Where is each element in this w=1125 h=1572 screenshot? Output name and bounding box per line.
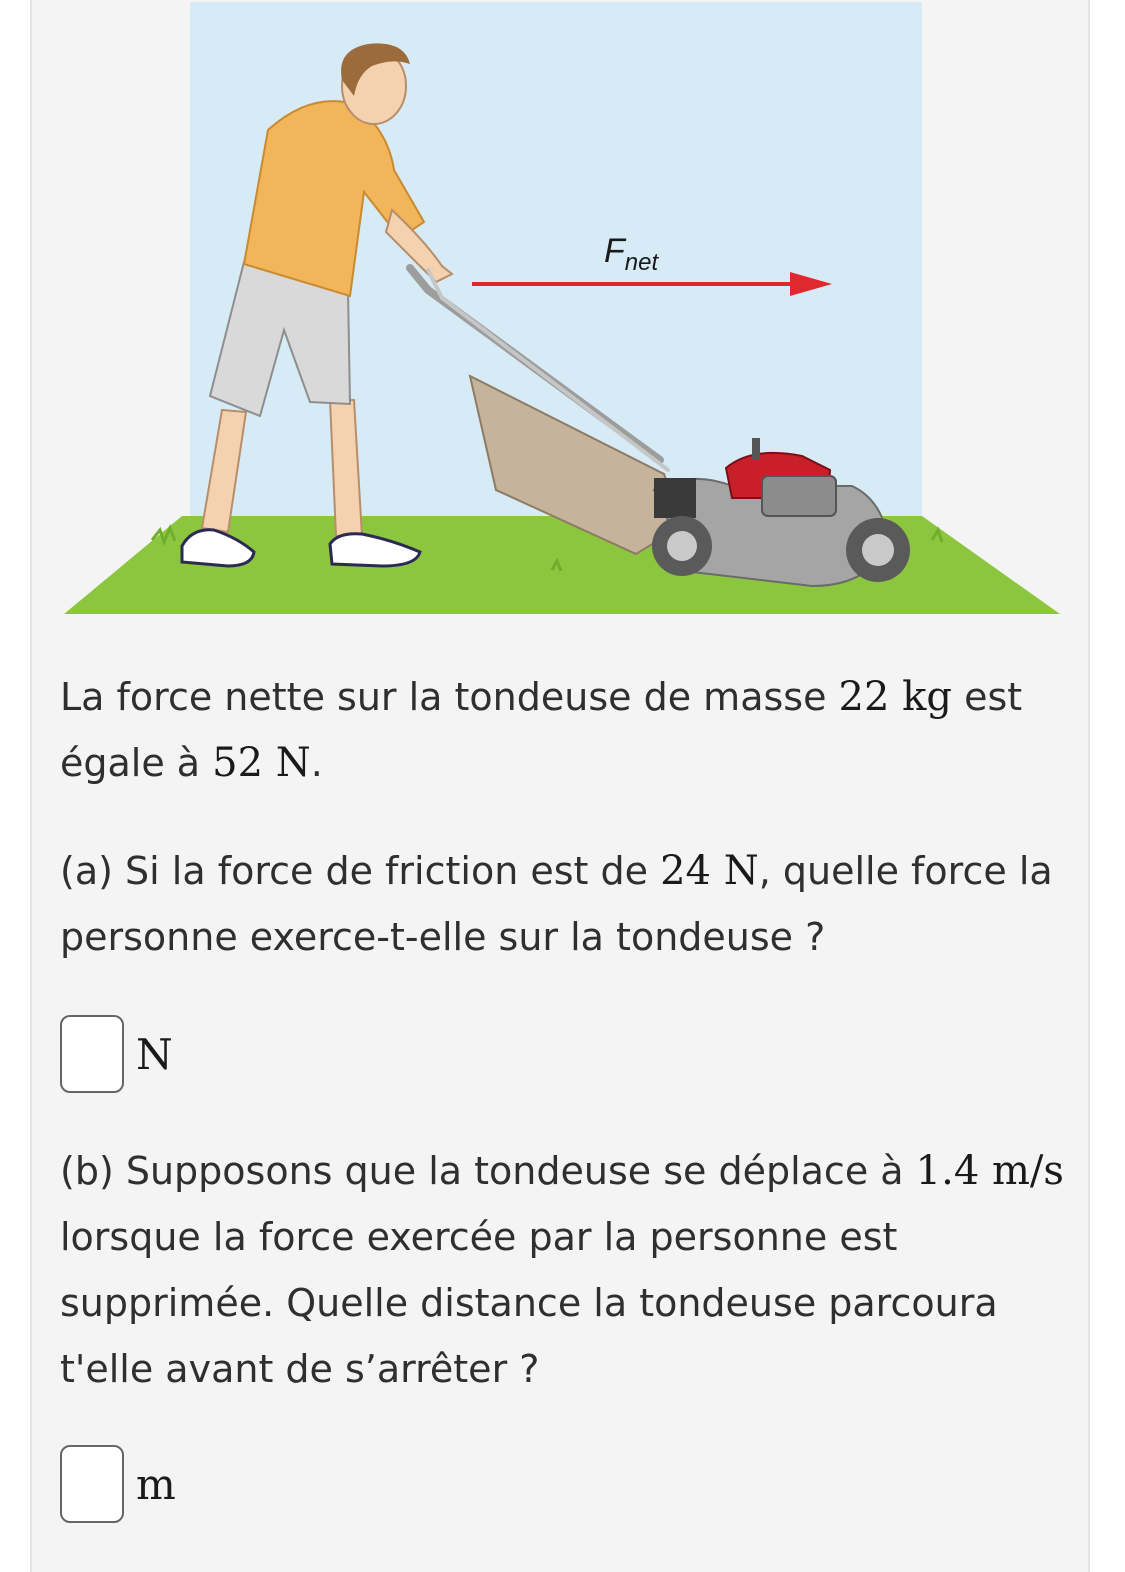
force-label <box>604 232 658 277</box>
lawnmower-illustration <box>32 0 1092 622</box>
force-label-main: F <box>604 232 625 270</box>
mass-value: 22 kg <box>838 674 953 720</box>
net-force-value: 52 N <box>212 740 311 786</box>
part-a-text-end: , quelle force la personne exerce-t-elle sur la tondeuse ? <box>60 849 1053 959</box>
part-a-answer-row <box>60 1012 173 1096</box>
part-b-text-end: lorsque la force exercée par la personne est supprimée. Quelle distance la tondeuse parcoura t'elle avant de s’arrêter ? <box>60 1215 998 1391</box>
part-b-unit: m <box>136 1459 176 1509</box>
speed-value: 1.4 m/s <box>915 1148 1064 1194</box>
problem-intro <box>60 664 1070 796</box>
intro-text-mid: est égale à <box>60 675 1023 785</box>
lawnmower-figure <box>32 0 1092 622</box>
part-b-answer-row <box>60 1442 176 1526</box>
problem-card <box>30 0 1090 1572</box>
part-a-text: (a) Si la force de friction est de <box>60 849 661 893</box>
part-a-answer-input[interactable] <box>60 1015 124 1093</box>
mower-air-filter <box>762 476 836 516</box>
part-a-question <box>60 838 1070 970</box>
part-b-question <box>60 1138 1070 1402</box>
part-b-answer-input[interactable] <box>60 1445 124 1523</box>
intro-text: La force nette sur la tondeuse de masse <box>60 675 839 719</box>
mower-chute <box>654 478 696 518</box>
intro-text-end: . <box>310 741 323 785</box>
part-a-unit: N <box>136 1029 173 1079</box>
part-b-text: (b) Supposons que la tondeuse se déplace à <box>60 1149 916 1193</box>
friction-force-value: 24 N <box>660 848 759 894</box>
force-label-sub: net <box>624 249 659 276</box>
